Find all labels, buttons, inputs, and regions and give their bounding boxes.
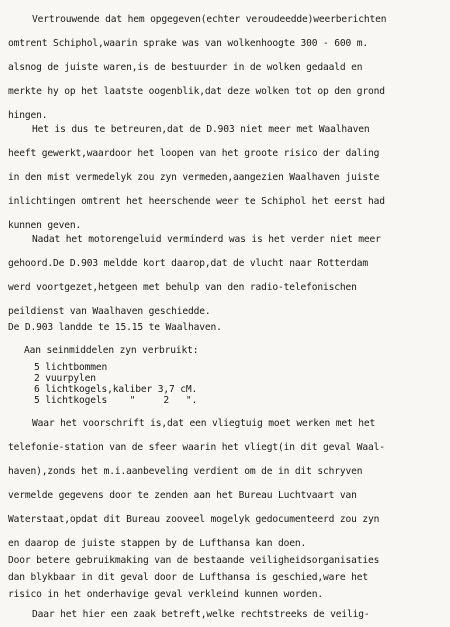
text-line: heeft gewerkt,waardoor het loopen van het groote risico der daling [8,148,380,159]
list-item: 5 lichtbommen [34,362,108,373]
text-line: De D.903 landde te 15.15 te Waalhaven. [8,322,222,333]
list-item: 2 vuurpylen [34,373,96,384]
text-line: Door betere gebruikmaking van de bestaande veiligheidsorganisaties [8,555,380,566]
text-line: Aan seinmiddelen zyn verbruikt: [24,345,199,356]
text-line: kunnen geven. [8,220,82,231]
text-line: alsnog de juiste waren,is de bestuurder in de wolken gedaald en [8,62,363,73]
text-line: gehoord.De D.903 meldde kort daarop,dat de vlucht naar Rotterdam [8,258,369,269]
text-line: werd voortgezet,hetgeen met behulp van den radio-telefonischen [8,282,357,293]
text-line: haven),zonds het m.i.aanbeveling verdient om de in dit schryven [8,466,363,477]
text-line: Nadat het motorengeluid verminderd was is het verder niet meer [32,234,381,245]
list-item: 5 lichtkogels " 2 ". [34,395,198,406]
text-line: risico in het onderhavige geval verkleind kunnen worden. [8,589,324,600]
list-item: 6 lichtkogels,kaliber 3,7 cM. [34,384,198,395]
text-line: hingen. [8,110,48,121]
text-line: Waterstaat,opdat dit Bureau zooveel mogelyk gedocumenteerd zou zyn [8,514,380,525]
text-line: Het is dus te betreuren,dat de D.903 niet meer met Waalhaven [32,124,370,135]
text-line: telefonie-station van de sfeer waarin het vliegt(in dit geval Waal- [8,442,385,453]
text-line: Vertrouwende dat hem opgegeven(echter veroudeedde)weerberichten [32,14,387,25]
text-line: vermelde gegevens door te zenden aan het Bureau Luchtvaart van [8,490,357,501]
text-line: merkte hy op het laatste oogenblik,dat deze wolken tot op den grond [8,86,385,97]
text-line: Waar het voorschrift is,dat een vliegtuig moet werken met het [32,418,376,429]
text-line: dan blykbaar in dit geval door de Lufthansa is geschied,ware het [8,572,369,583]
text-line: en daarop de juiste stappen by de Lufthansa kan doen. [8,538,307,549]
text-line: peildienst van Waalhaven geschiedde. [8,306,211,317]
text-line: inlichtingen omtrent het heerschende weer te Schiphol het eerst had [8,196,385,207]
text-line: in den mist vermedelyk zou zyn vermeden,aangezien Waalhaven juiste [8,172,380,183]
text-line: Daar het hier een zaak betreft,welke rechtstreeks de veilig- [32,609,370,620]
text-line: omtrent Schiphol,waarin sprake was van wolkenhoogte 300 - 600 m. [8,38,369,49]
